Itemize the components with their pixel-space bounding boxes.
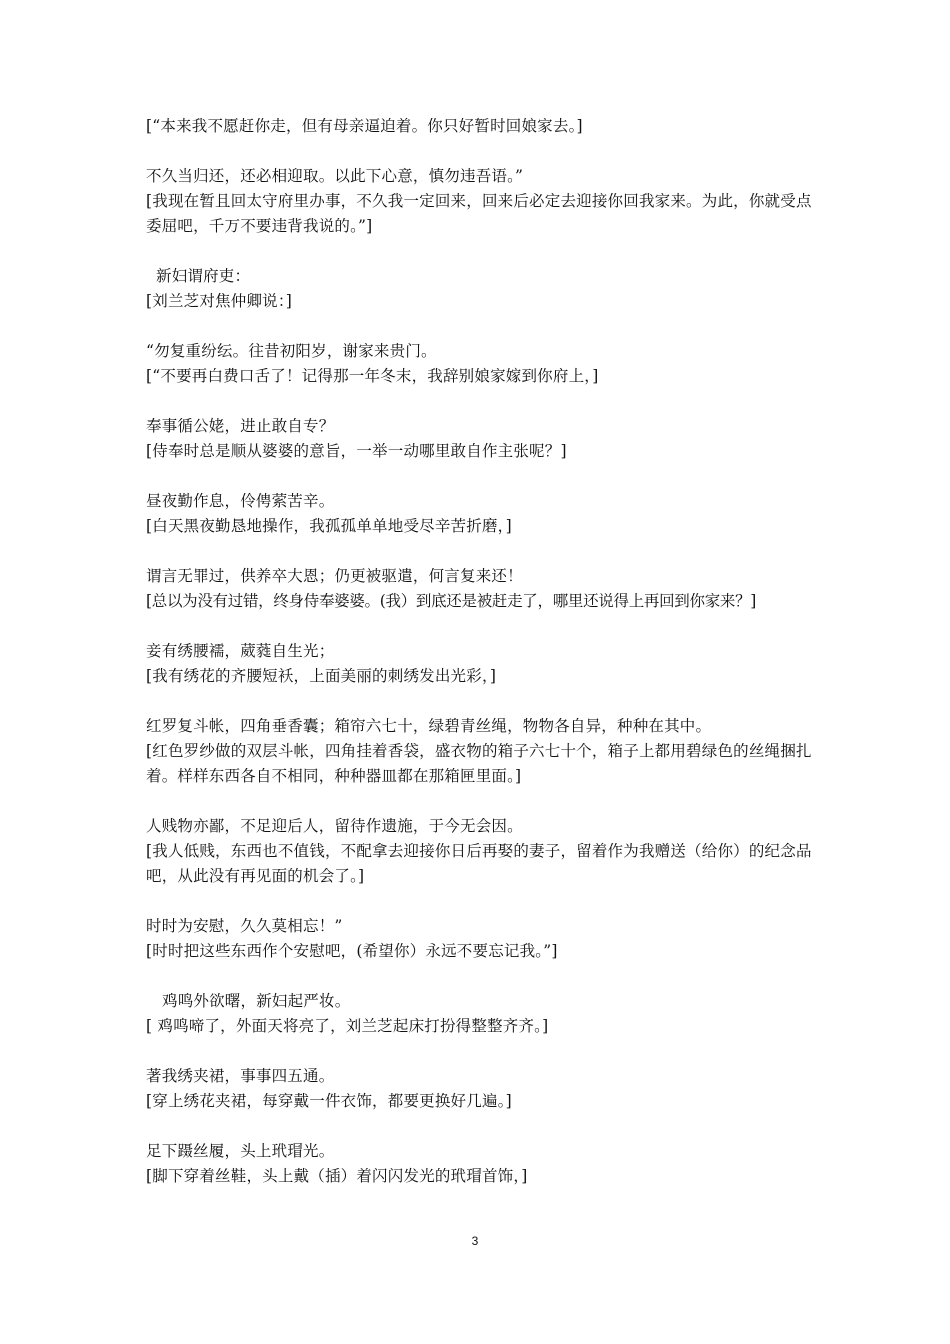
translation-line: [ 鸡鸣啼了，外面天将亮了，刘兰芝起床打扮得整整齐齐。]: [146, 1017, 549, 1035]
page-body: [146, 114, 822, 1189]
translation-line: [我有绣花的齐腰短袄，上面美丽的刺绣发出光彩，]: [146, 667, 497, 685]
translation-line: [脚下穿着丝鞋，头上戴（插）着闪闪发光的玳瑁首饰，]: [146, 1167, 528, 1185]
original-line: 不久当归还，还必相迎取。以此下心意，慎勿违吾语。”: [146, 167, 524, 185]
translation-line: [穿上绣花夹裙，每穿戴一件衣饰，都要更换好几遍。]: [146, 1092, 512, 1110]
translation-line: [“本来我不愿赶你走，但有母亲逼迫着。你只好暂时回娘家去。]: [146, 117, 583, 135]
original-line: 足下蹑丝履，头上玳瑁光。: [146, 1142, 335, 1160]
translation-line: [白天黑夜勤恳地操作，我孤孤单单地受尽辛苦折磨，]: [146, 517, 512, 535]
original-line: 新妇谓府吏：: [156, 267, 251, 285]
original-line: 著我绣夹裙，事事四五通。: [146, 1067, 335, 1085]
translation-line: [“不要再白费口舌了！记得那一年冬末，我辞别娘家嫁到你府上，]: [146, 367, 599, 385]
page-number: 3: [471, 1234, 479, 1248]
original-line: 昼夜勤作息，伶俜萦苦辛。: [146, 492, 335, 510]
translation-line: [刘兰芝对焦仲卿说：]: [146, 292, 293, 310]
original-line: 人贱物亦鄙，不足迎后人，留待作遗施，于今无会因。: [146, 817, 523, 835]
translation-line: [红色罗纱做的双层斗帐，四角挂着香袋，盛衣物的箱子六七十个，箱子上都用碧绿色的丝绳捆扎着。样样东西各自不相同，种种器皿都在那箱匣里面。]: [146, 742, 812, 785]
original-line: 谓言无罪过，供养卒大恩；仍更被驱遣，何言复来还！: [146, 567, 523, 585]
original-line: “勿复重纷纭。往昔初阳岁，谢家来贵门。: [146, 342, 437, 360]
translation-line: [侍奉时总是顺从婆婆的意旨，一举一动哪里敢自作主张呢？]: [146, 442, 567, 460]
original-line: 红罗复斗帐，四角垂香囊；箱帘六七十，绿碧青丝绳，物物各自异，种种在其中。: [146, 717, 712, 735]
translation-line: [总以为没有过错，终身侍奉婆婆。(我）到底还是被赶走了，哪里还说得上再回到你家来？]: [146, 592, 757, 610]
original-line: 鸡鸣外欲曙，新妇起严妆。: [162, 992, 351, 1010]
translation-line: [我人低贱，东西也不值钱，不配拿去迎接你日后再娶的妻子，留着作为我赠送（给你）的纪念品吧，从此没有再见面的机会了。]: [146, 842, 812, 885]
original-line: 时时为安慰，久久莫相忘！”: [146, 917, 343, 935]
original-line: 妾有绣腰襦，葳蕤自生光；: [146, 642, 335, 660]
original-line: 奉事循公姥，进止敢自专？: [146, 417, 335, 435]
translation-line: [我现在暂且回太守府里办事，不久我一定回来，回来后必定去迎接你回我家来。为此，你就受点委屈吧，千万不要违背我说的。”]: [146, 192, 812, 235]
translation-line: [时时把这些东西作个安慰吧，(希望你）永远不要忘记我。”]: [146, 942, 558, 960]
